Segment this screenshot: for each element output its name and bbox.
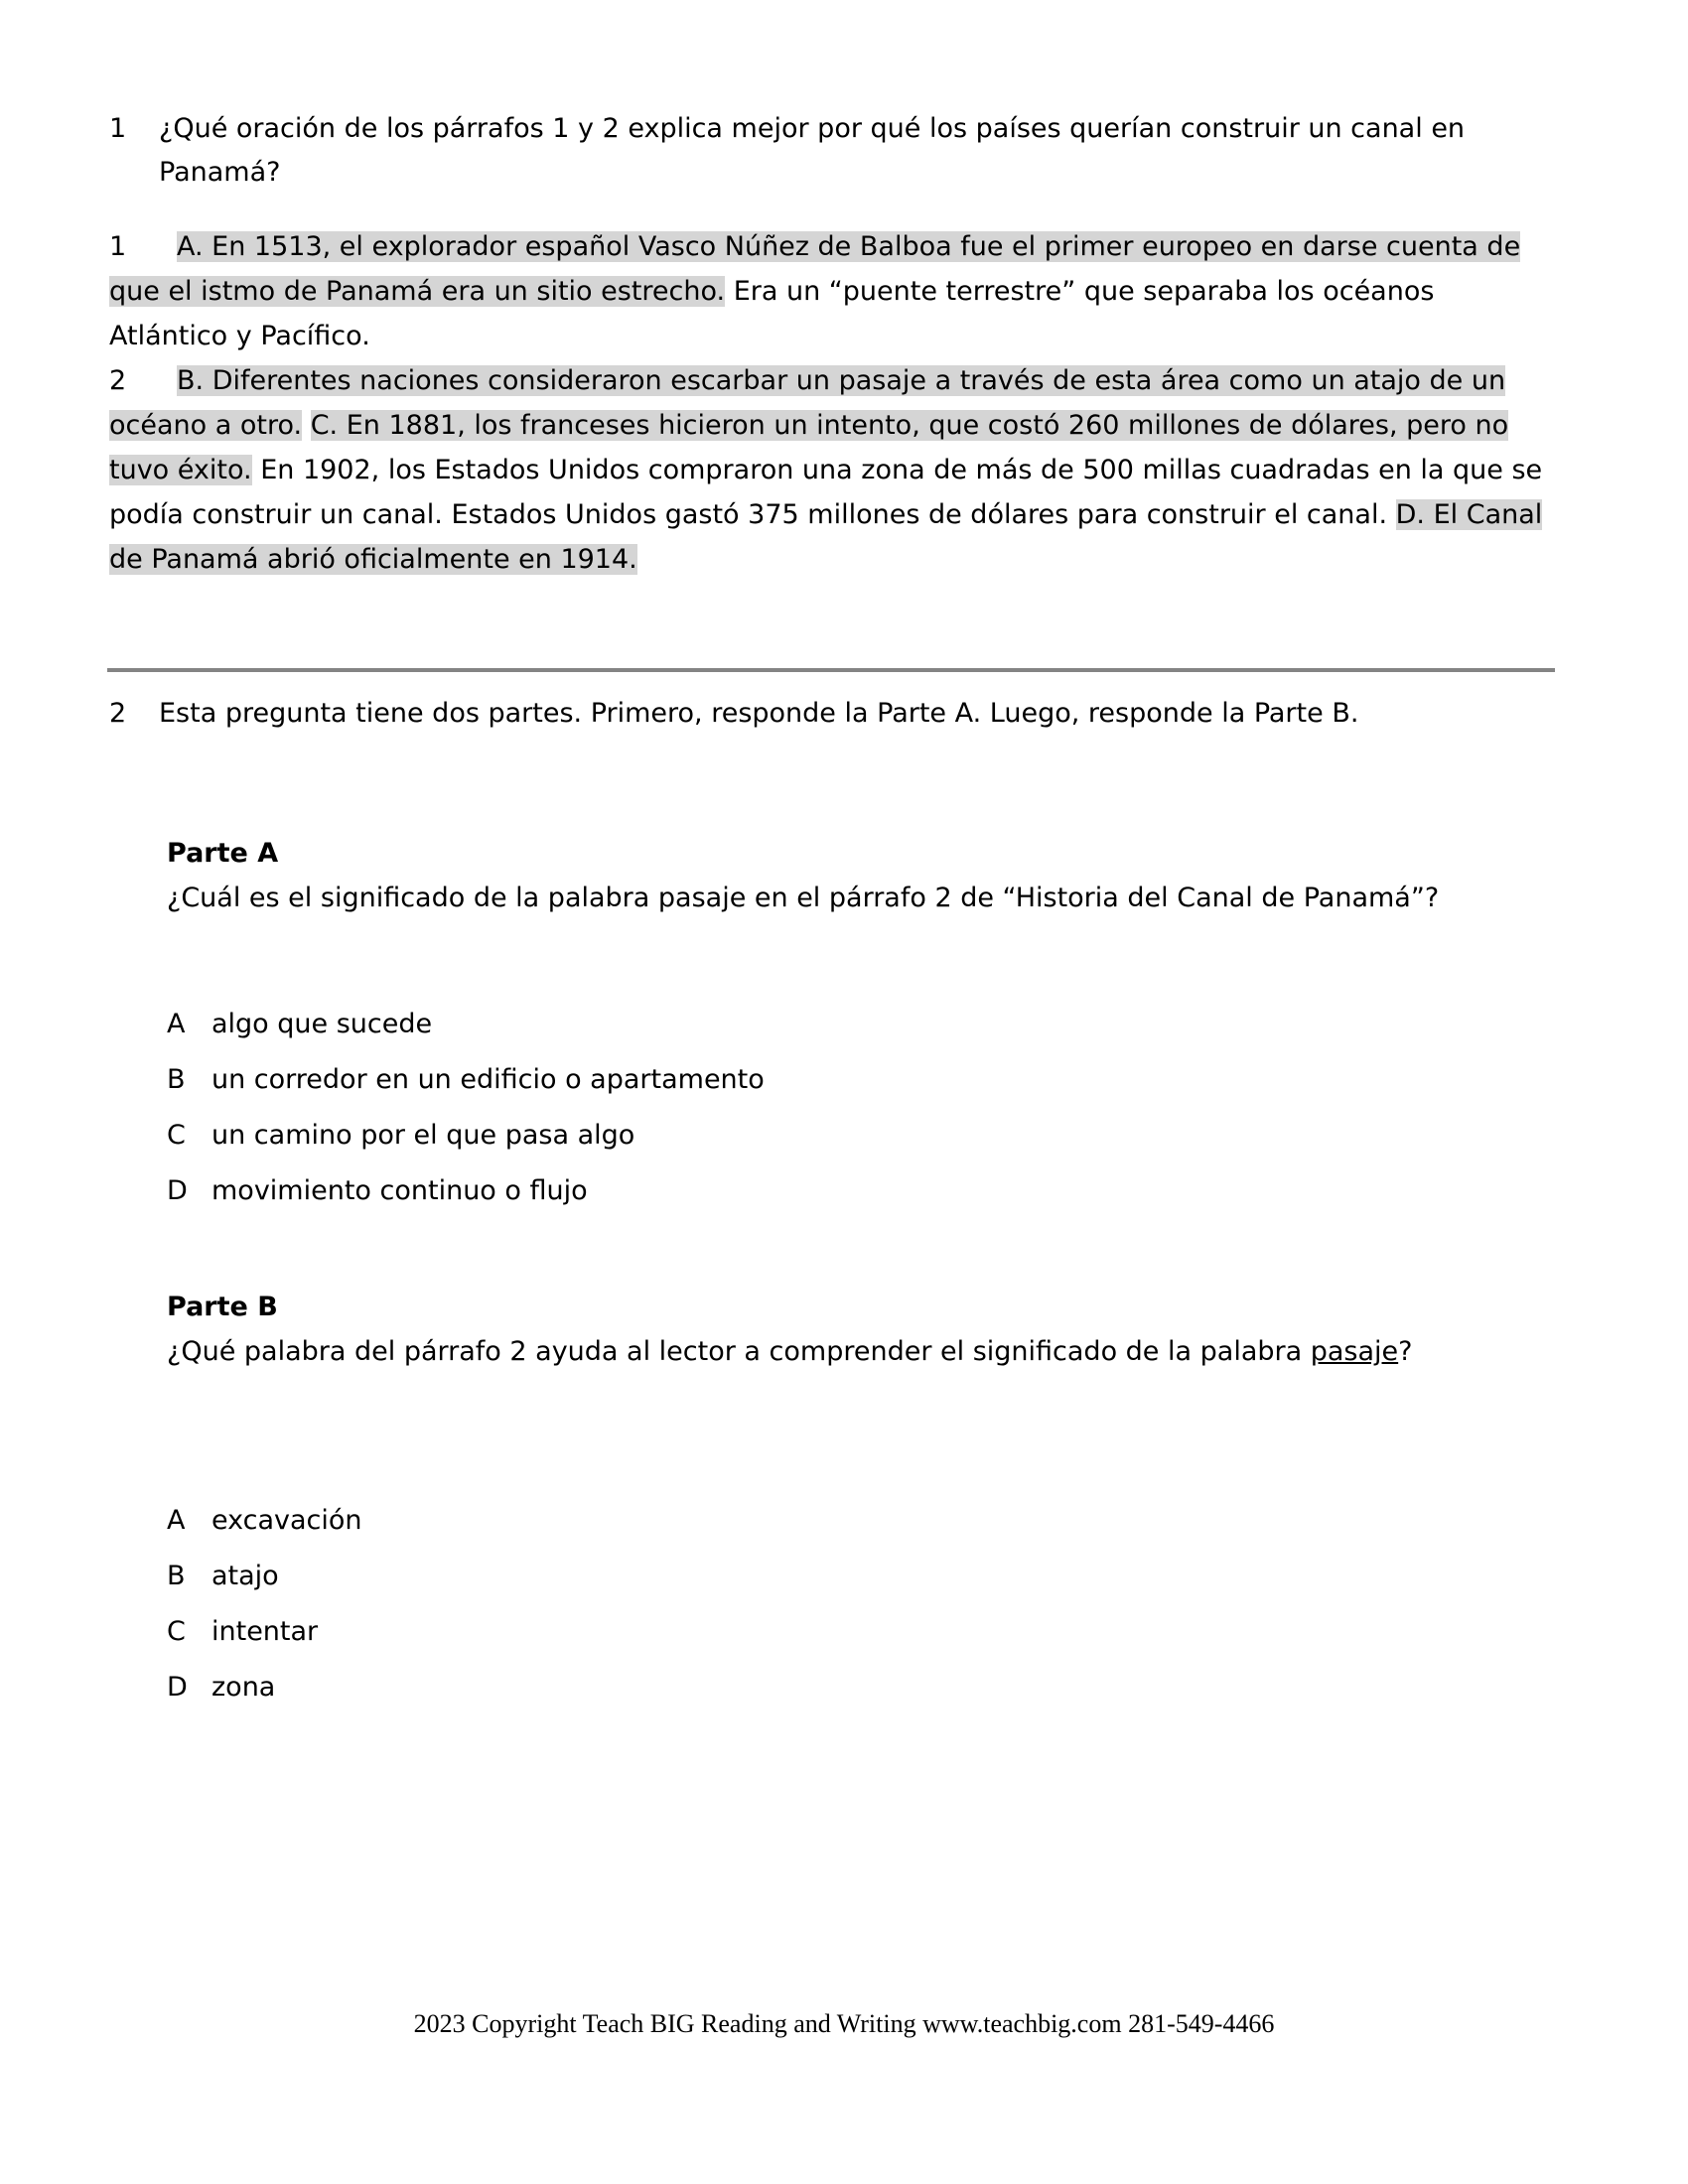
part-a-option-c-letter: C xyxy=(167,1120,186,1151)
section-divider xyxy=(107,668,1555,672)
passage-plain-after-c: En 1902, los Estados Unidos compraron una zona de más de 500 millas cuadradas en la que se podía construir un canal. Estados Unidos gastó 375 millones de dólares para construir el canal. xyxy=(109,455,1543,530)
part-b-options xyxy=(167,1501,1557,1707)
part-b-stem-suffix: ? xyxy=(1398,1336,1413,1367)
passage-paragraph-1 xyxy=(109,224,1554,358)
paragraph-1-number: 1 xyxy=(109,231,127,262)
part-b-option-a-text: excavación xyxy=(211,1505,362,1536)
part-b-option-d[interactable] xyxy=(167,1668,1557,1707)
part-a-options xyxy=(167,1005,1557,1211)
page-footer: 2023 Copyright Teach BIG Reading and Writing www.teachbig.com 281-549-4466 xyxy=(413,2009,1275,2038)
question-1-stem: ¿Qué oración de los párrafos 1 y 2 explica mejor por qué los países querían construir un canal en Panamá? xyxy=(159,113,1466,188)
question-2 xyxy=(109,692,1559,736)
question-2-stem-row xyxy=(109,692,1559,736)
part-b-option-c-letter: C xyxy=(167,1616,186,1647)
part-a-option-d-text: movimiento continuo o flujo xyxy=(211,1175,588,1206)
passage-highlight-choice-c: C. En 1881, los franceses hicieron un intento, que costó 260 millones de dólares, pero no tuvo éxito. xyxy=(109,410,1509,485)
question-2-stem: Esta pregunta tiene dos partes. Primero, responde la Parte A. Luego, responde la Parte B. xyxy=(159,698,1359,729)
part-a-option-d-letter: D xyxy=(167,1175,188,1206)
question-1-number: 1 xyxy=(109,113,127,144)
question-1 xyxy=(109,107,1559,582)
part-a-option-b-text: un corredor en un edificio o apartamento xyxy=(211,1064,765,1095)
question-2-number: 2 xyxy=(109,698,127,729)
part-b-option-c-text: intentar xyxy=(211,1616,319,1647)
question-1-stem-row xyxy=(109,107,1559,195)
passage-highlight-choice-d: D. El Canal de Panamá abrió oficialmente en 1914. xyxy=(109,499,1543,575)
part-a-stem: ¿Cuál es el significado de la palabra pasaje en el párrafo 2 de “Historia del Canal de Panamá”? xyxy=(167,883,1440,913)
part-a-option-a[interactable] xyxy=(167,1005,1557,1044)
part-b-option-b[interactable] xyxy=(167,1557,1557,1596)
passage-highlight-choice-b: B. Diferentes naciones consideraron escarbar un pasaje a través de esta área como un atajo de un océano a otro. xyxy=(109,365,1506,441)
part-b-option-c[interactable] xyxy=(167,1612,1557,1652)
part-b-option-b-letter: B xyxy=(167,1561,186,1591)
passage-space-1 xyxy=(302,410,311,441)
part-b-option-a-letter: A xyxy=(167,1505,186,1536)
part-a-block xyxy=(167,832,1557,920)
passage-highlight-choice-a: A. En 1513, el explorador español Vasco Núñez de Balboa fue el primer europeo en darse cuenta de que el istmo de Panamá era un sitio estrecho. xyxy=(109,231,1521,307)
passage-paragraph-2 xyxy=(109,358,1554,582)
part-b-block xyxy=(167,1286,1557,1374)
part-b-stem xyxy=(167,1329,1557,1374)
part-a-option-a-letter: A xyxy=(167,1009,186,1039)
part-b-heading: Parte B xyxy=(167,1292,278,1322)
part-b-option-a[interactable] xyxy=(167,1501,1557,1541)
part-b-option-b-text: atajo xyxy=(211,1561,279,1591)
part-b-stem-underlined-word: pasaje xyxy=(1310,1336,1399,1367)
part-a-option-b[interactable] xyxy=(167,1060,1557,1100)
part-a-option-d[interactable] xyxy=(167,1171,1557,1211)
passage-plain-after-a: Era un “puente terrestre” que separaba los océanos Atlántico y Pacífico. xyxy=(109,276,1435,351)
part-a-option-a-text: algo que sucede xyxy=(211,1009,433,1039)
part-a-heading: Parte A xyxy=(167,838,279,869)
part-a-option-c-text: un camino por el que pasa algo xyxy=(211,1120,635,1151)
part-a-option-c[interactable] xyxy=(167,1116,1557,1156)
paragraph-2-number: 2 xyxy=(109,365,127,396)
part-b-option-d-letter: D xyxy=(167,1672,188,1703)
part-b-stem-text: ¿Qué palabra del párrafo 2 ayuda al lector a comprender el significado de la palabra xyxy=(167,1336,1311,1367)
question-1-passage xyxy=(109,224,1554,582)
part-a-option-b-letter: B xyxy=(167,1064,186,1095)
part-b-option-d-text: zona xyxy=(211,1672,276,1703)
